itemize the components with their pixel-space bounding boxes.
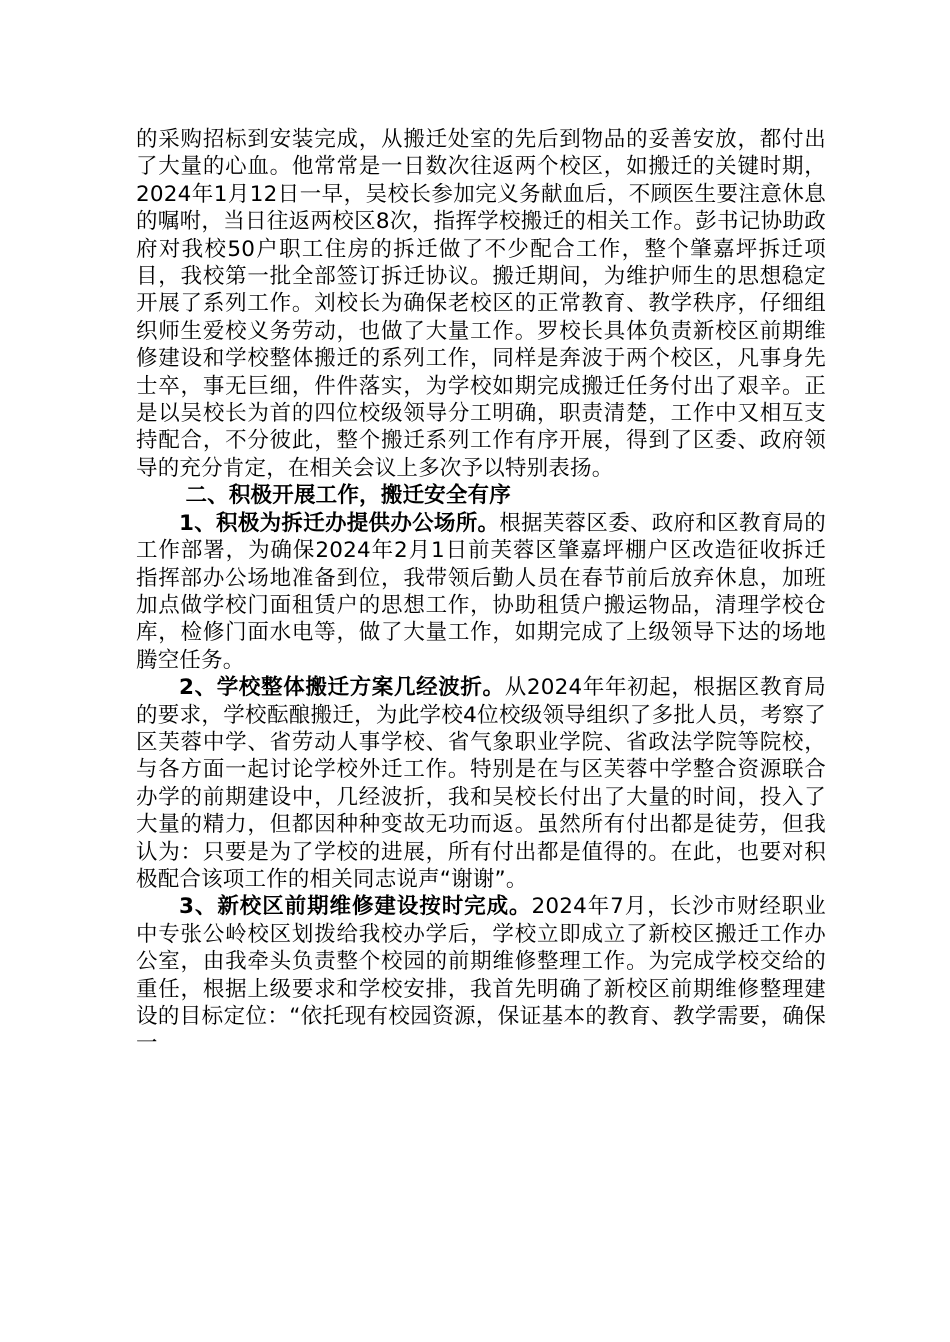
item-2-title: 2、学校整体搬迁方案几经波折。 — [179, 675, 505, 701]
paragraph-leadership: 的采购招标到安装完成，从搬迁处室的先后到物品的妥善安放，都付出了大量的心血。他常常是一日数次往返两个校区，如搬迁的关键时期，2024年1月12日一早，吴校长参加完义务献血后，不顾医生要注意休息的嘱咐，当日往返两校区8次，指挥学校搬迁的相关工作。彭书记协助政府对我校50户职工住房的拆迁做了不少配合工作，整个肇嘉坪拆迁项目，我校第一批全部签订拆迁协议。搬迁期间，为维护师生的思想稳定开展了系列工作。刘校长为确保老校区的正常教育、教学秩序，仔细组织师生爱校义务劳动，也做了大量工作。罗校长具体负责新校区前期维修建设和学校整体搬迁的系列工作，同样是奔波于两个校区，凡事身先士卒，事无巨细，件件落实，为学校如期完成搬迁任务付出了艰辛。正是以吴校长为首的四位校级领导分工明确，职责清楚，工作中又相互支持配合，不分彼此，整个搬迁系列工作有序开展，得到了区委、政府领导的充分肯定，在相关会议上多次予以特别表扬。 — [136, 127, 826, 481]
document-page — [136, 126, 826, 1058]
item-1-body: 根据芙蓉区委、政府和区教育局的工作部署，为确保2024年2月1日前芙蓉区肇嘉坪棚户区改造征收拆迁指挥部办公场地准备到位，我带领后勤人员在春节前后放弃休息，加班加点做学校门面租赁户的思想工作，协助租赁户搬运物品，清理学校仓库，检修门面水电等，做了大量工作，如期完成了上级领导下达的场地腾空任务。 — [136, 510, 826, 673]
section-heading: 二、积极开展工作，搬迁安全有序 — [185, 483, 511, 509]
item-2-body: 从2024年年初起，根据区教育局的要求，学校酝酿搬迁，为此学校4位校级领导组织了多批人员，考察了区芙蓉中学、省劳动人事学校、省气象职业学院、省政法学院等院校，与各方面一起讨论学校外迁工作。特别是在与区芙蓉中学整合资源联合办学的前期建设中，几经波折，我和吴校长付出了大量的时间，投入了大量的精力，但都因种种变故无功而返。虽然所有付出都是徒劳，但我认为：只要是为了学校的进展，所有付出都是值得的。在此，也要对积极配合该项工作的相关同志说声“谢谢”。 — [136, 675, 827, 892]
paragraph-item-3 — [136, 893, 826, 1057]
paragraph-item-1 — [136, 510, 826, 674]
item-3-title: 3、新校区前期维修建设按时完成。 — [179, 894, 532, 920]
item-1-title: 1、积极为拆迁办提供办公场所。 — [179, 510, 500, 536]
paragraph-item-2 — [136, 674, 826, 893]
item-3-body: 2024年7月，长沙市财经职业中专张公岭校区划拨给我校办学后，学校立即成立了新校区搬迁工作办公室，由我牵头负责整个校园的前期维修整理工作。为完成学校交给的重任，根据上级要求和学校安排，我首先明确了新校区前期维修整理建设的目标定位：“依托现有校园资源，保证基本的教育、教学需要，确保一 — [136, 894, 826, 1057]
